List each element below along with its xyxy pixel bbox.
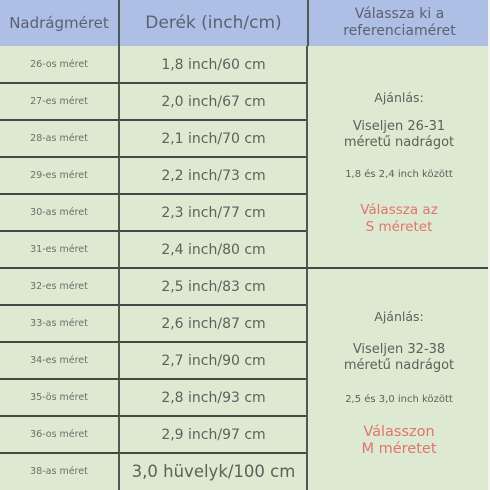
pants-size-cell: 26-os méret (30, 59, 88, 70)
table-row (0, 120, 307, 157)
table-row (0, 46, 307, 83)
header-reference-line1: Válassza ki a (354, 6, 445, 22)
recommendation-size (308, 424, 490, 458)
waist-cell: 2,6 inch/87 cm (118, 305, 307, 342)
table-row (0, 453, 307, 490)
recommendation-block-m (308, 268, 490, 490)
recommendation-title: Ajánlás: (374, 309, 424, 324)
table-row (0, 268, 307, 305)
recommendation-text-line2: méretű nadrágot (343, 135, 455, 150)
recommendation-range: 1,8 és 2,4 inch között (345, 169, 453, 180)
waist-cell: 1,8 inch/60 cm (118, 46, 307, 83)
table-row (0, 231, 307, 268)
recommendation-size (308, 202, 490, 236)
recommendation-text-line2: méretű nadrágot (343, 358, 455, 373)
table-row (0, 379, 307, 416)
recommendation-size-line1: Válassza az (360, 202, 438, 218)
recommendation-block-s (308, 46, 490, 267)
waist-cell: 2,8 inch/93 cm (118, 379, 307, 416)
waist-cell: 2,2 inch/73 cm (118, 157, 307, 194)
header-pants-size: Nadrágméret (0, 0, 118, 46)
pants-size-cell: 29-es méret (30, 170, 88, 181)
table-row (0, 416, 307, 453)
recommendation-text-line1: Viseljen 32-38 (352, 342, 446, 357)
pants-size-cell: 30-as méret (30, 207, 88, 218)
waist-cell: 2,1 inch/70 cm (118, 120, 307, 157)
header-waist: Derék (inch/cm) (118, 0, 307, 46)
recommendation-text (308, 342, 490, 374)
pants-size-cell: 31-es méret (30, 244, 88, 255)
pants-size-cell: 38-as méret (30, 466, 88, 477)
recommendation-size-line2: M méretet (361, 441, 437, 457)
waist-cell: 2,5 inch/83 cm (118, 268, 307, 305)
pants-size-cell: 33-as méret (30, 318, 88, 329)
recommendation-range: 2,5 és 3,0 inch között (345, 394, 453, 405)
waist-cell: 2,0 inch/67 cm (118, 83, 307, 120)
table-row (0, 342, 307, 379)
pants-size-cell: 27-es méret (30, 96, 88, 107)
header-reference (307, 0, 490, 46)
recommendation-size-line1: Válasszon (363, 424, 435, 440)
header-reference-line2: referenciaméret (343, 23, 456, 39)
table-row (0, 157, 307, 194)
table-row (0, 83, 307, 120)
pants-size-cell: 34-es méret (30, 355, 88, 366)
waist-cell: 2,7 inch/90 cm (118, 342, 307, 379)
table-row (0, 194, 307, 231)
pants-size-cell: 32-es méret (30, 281, 88, 292)
pants-size-cell: 35-ös méret (30, 392, 88, 403)
waist-cell: 3,0 hüvelyk/100 cm (118, 453, 307, 490)
waist-cell: 2,3 inch/77 cm (118, 194, 307, 231)
recommendation-size-line2: S méretet (365, 219, 433, 235)
waist-cell: 2,4 inch/80 cm (118, 231, 307, 268)
pants-size-cell: 36-os méret (30, 429, 88, 440)
waist-cell: 2,9 inch/97 cm (118, 416, 307, 453)
recommendation-text (308, 119, 490, 151)
recommendation-text-line1: Viseljen 26-31 (352, 119, 446, 134)
recommendation-title: Ajánlás: (374, 90, 424, 105)
pants-size-cell: 28-as méret (30, 133, 88, 144)
table-row (0, 305, 307, 342)
